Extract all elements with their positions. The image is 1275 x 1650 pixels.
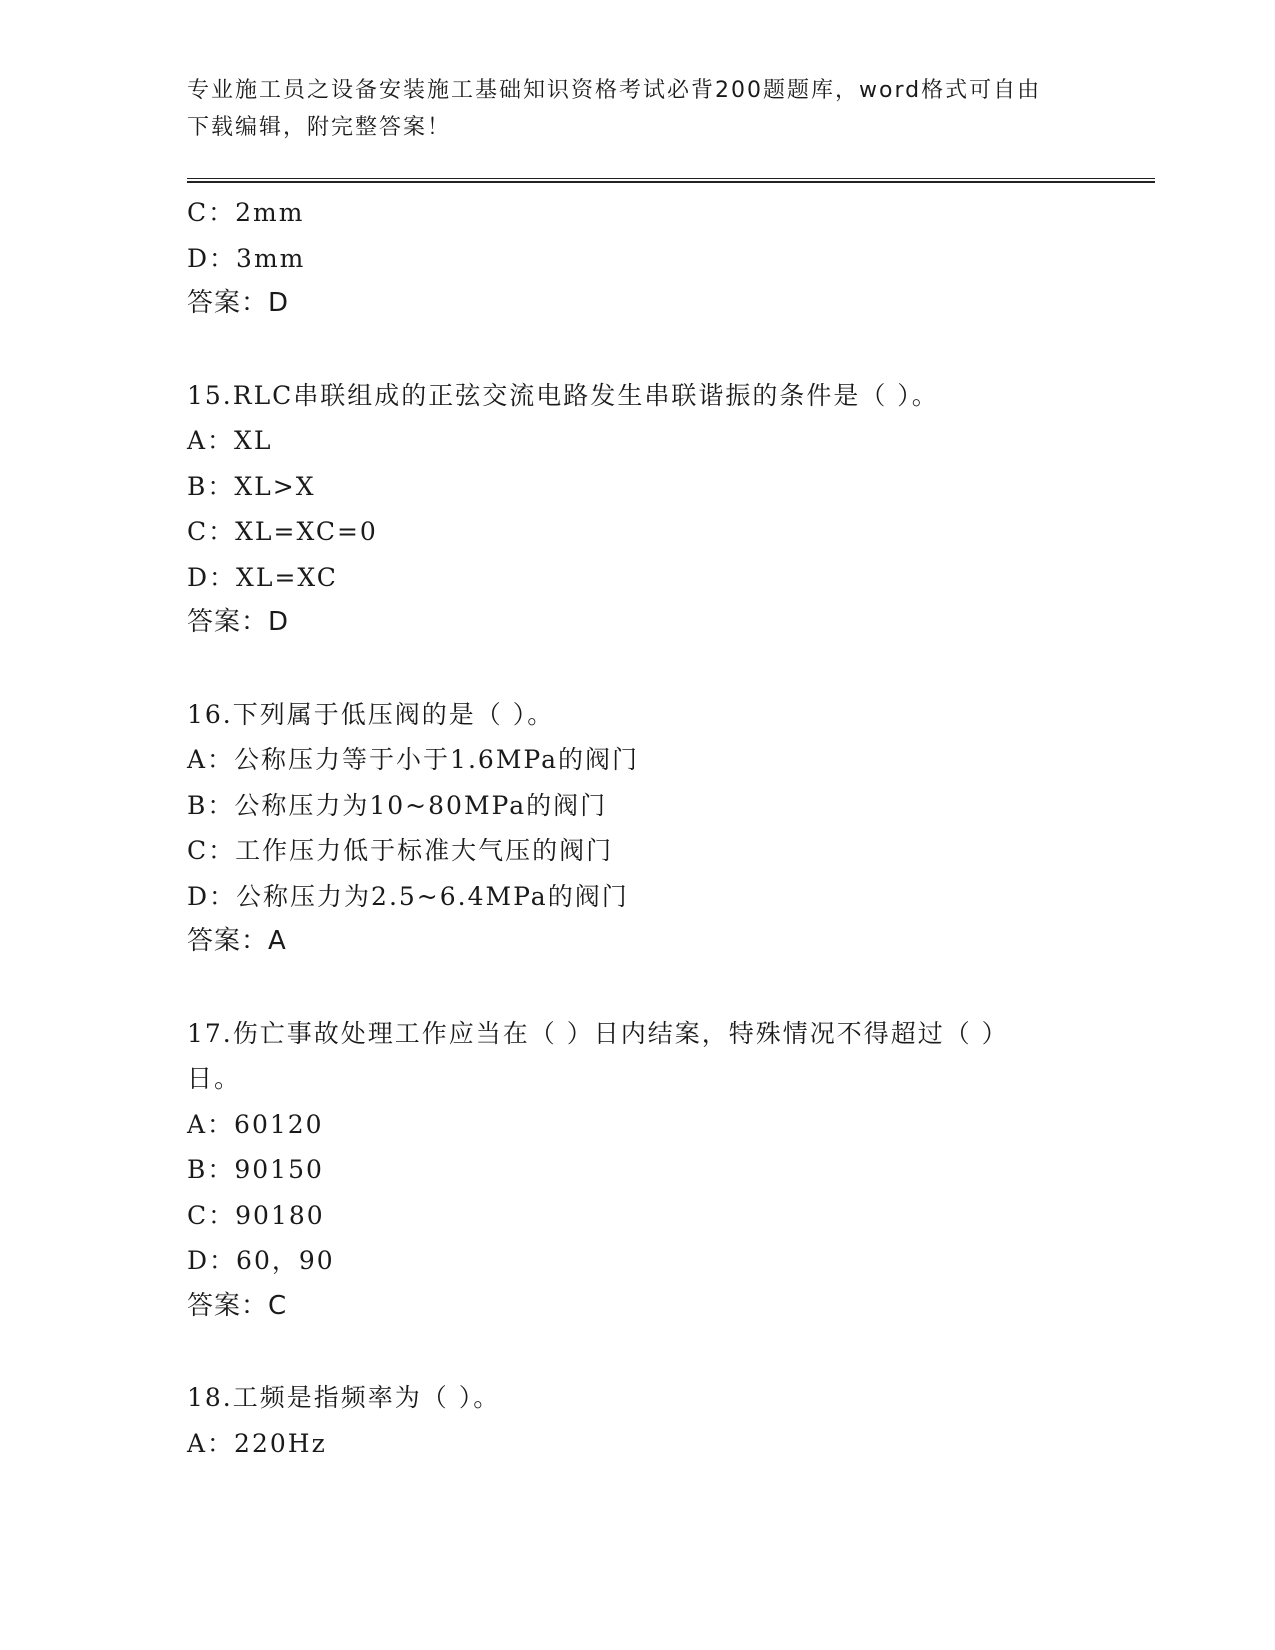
question-text: 16.下列属于低压阀的是（ ）。 xyxy=(187,699,555,729)
question-17 xyxy=(187,1011,1087,1330)
answer-line: 答案：D xyxy=(187,607,290,637)
option-c: C：90180 xyxy=(187,1200,325,1230)
question-text: 15.RLC串联组成的正弦交流电路发生串联谐振的条件是（ ）。 xyxy=(187,380,939,410)
option-a: A：60120 xyxy=(187,1109,324,1139)
question-text-line-2: 日。 xyxy=(187,1064,242,1093)
option-a: A：220Hz xyxy=(187,1428,327,1458)
header-divider-bottom xyxy=(187,181,1155,183)
option-a: A：XL xyxy=(187,426,273,455)
option-d: D：3mm xyxy=(187,243,306,273)
document-header xyxy=(187,72,1087,146)
question-18 xyxy=(187,1375,1087,1466)
option-d: D：公称压力为2.5~6.4MPa的阀门 xyxy=(187,881,629,911)
option-c: C：XL=XC=0 xyxy=(187,517,378,546)
question-text-line-1: 17.伤亡事故处理工作应当在（ ）日内结案，特殊情况不得超过（ ） xyxy=(187,1018,1009,1048)
option-a: A：公称压力等于小于1.6MPa的阀门 xyxy=(187,745,640,774)
option-d: D：XL=XC xyxy=(187,562,338,592)
option-b: B：公称压力为10~80MPa的阀门 xyxy=(187,790,608,820)
header-divider-top xyxy=(187,178,1155,179)
option-c: C：2mm xyxy=(187,198,305,227)
answer-line: 答案：D xyxy=(187,288,290,318)
question-14-fragment xyxy=(187,190,1087,327)
answer-line: 答案：C xyxy=(187,1290,288,1321)
question-text: 18.工频是指频率为（ ）。 xyxy=(187,1383,501,1412)
header-title-line-1: 专业施工员之设备安装施工基础知识资格考试必背200题题库，word格式可自由 xyxy=(187,78,1042,103)
option-d: D：60，90 xyxy=(187,1246,335,1275)
question-15 xyxy=(187,373,1087,646)
option-b: B：90150 xyxy=(187,1155,324,1184)
option-b: B：XL>X xyxy=(187,471,316,501)
question-16 xyxy=(187,692,1087,965)
answer-line: 答案：A xyxy=(187,926,287,956)
question-list xyxy=(187,190,1087,1466)
option-c: C：工作压力低于标准大气压的阀门 xyxy=(187,836,614,865)
header-title-line-2: 下载编辑，附完整答案！ xyxy=(187,115,452,140)
